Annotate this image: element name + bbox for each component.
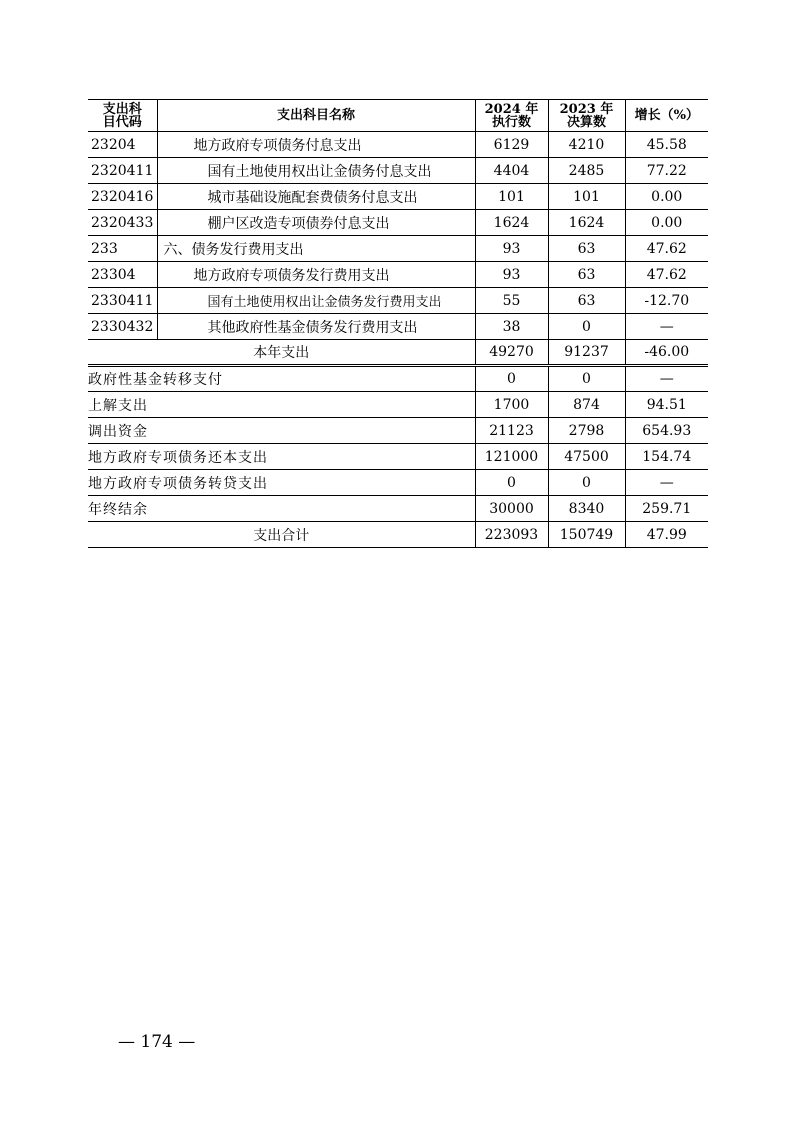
table-row [88, 444, 708, 470]
row-2024: 30000 [475, 496, 548, 522]
row-2024: 101 [475, 184, 548, 210]
table-row [88, 392, 708, 418]
row-name: 国有土地使用权出让金债务付息支出 [157, 158, 475, 184]
grand-total-growth: 47.99 [625, 522, 708, 548]
row-name: 地方政府专项债务还本支出 [88, 444, 475, 470]
row-code: 2320433 [88, 210, 157, 236]
row-name: 政府性基金转移支付 [88, 366, 475, 392]
table-row [88, 158, 708, 184]
year-total-2024: 49270 [475, 340, 548, 366]
row-name: 上解支出 [88, 392, 475, 418]
row-growth: 47.62 [625, 236, 708, 262]
row-name: 地方政府专项债务发行费用支出 [157, 262, 475, 288]
year-total-2023: 91237 [548, 340, 625, 366]
expenditure-table [88, 99, 708, 548]
row-name: 棚户区改造专项债券付息支出 [157, 210, 475, 236]
row-2023: 874 [548, 392, 625, 418]
table-row [88, 496, 708, 522]
row-growth: 77.22 [625, 158, 708, 184]
grand-total-2023: 150749 [548, 522, 625, 548]
header-2023: 2023 年 决算数 [548, 100, 625, 132]
table-row [88, 470, 708, 496]
row-2024: 6129 [475, 132, 548, 158]
row-2024: 21123 [475, 418, 548, 444]
row-2024: 1700 [475, 392, 548, 418]
row-2024: 1624 [475, 210, 548, 236]
row-growth: -12.70 [625, 288, 708, 314]
table-row [88, 418, 708, 444]
row-growth: 47.62 [625, 262, 708, 288]
row-name: 地方政府专项债务付息支出 [157, 132, 475, 158]
row-2024: 38 [475, 314, 548, 340]
row-growth: 45.58 [625, 132, 708, 158]
row-2024: 93 [475, 262, 548, 288]
page-number: — 174 — [118, 1032, 196, 1052]
table-row [88, 288, 708, 314]
row-name: 其他政府性基金债务发行费用支出 [157, 314, 475, 340]
row-growth: 654.93 [625, 418, 708, 444]
row-2024: 121000 [475, 444, 548, 470]
row-2023: 63 [548, 288, 625, 314]
row-code: 2320411 [88, 158, 157, 184]
row-2024: 0 [475, 470, 548, 496]
row-growth: — [625, 314, 708, 340]
table-row [88, 314, 708, 340]
header-growth: 增长（%） [625, 100, 708, 132]
row-2023: 1624 [548, 210, 625, 236]
row-growth: 0.00 [625, 184, 708, 210]
row-name: 年终结余 [88, 496, 475, 522]
row-growth: 0.00 [625, 210, 708, 236]
table-row [88, 236, 708, 262]
row-2024: 0 [475, 366, 548, 392]
row-2023: 0 [548, 470, 625, 496]
grand-total-row [88, 522, 708, 548]
row-2023: 2485 [548, 158, 625, 184]
row-name: 城市基础设施配套费债务付息支出 [157, 184, 475, 210]
header-2024: 2024 年 执行数 [475, 100, 548, 132]
row-2024: 93 [475, 236, 548, 262]
row-2023: 0 [548, 366, 625, 392]
row-growth: — [625, 366, 708, 392]
row-2023: 101 [548, 184, 625, 210]
row-code: 2330432 [88, 314, 157, 340]
row-name: 六、债务发行费用支出 [157, 236, 475, 262]
row-growth: 154.74 [625, 444, 708, 470]
table-row [88, 366, 708, 392]
row-code: 2320416 [88, 184, 157, 210]
row-name: 国有土地使用权出让金债务发行费用支出 [157, 288, 475, 314]
grand-total-2024: 223093 [475, 522, 548, 548]
row-growth: 259.71 [625, 496, 708, 522]
table-row [88, 184, 708, 210]
header-name: 支出科目名称 [157, 100, 475, 132]
row-name: 调出资金 [88, 418, 475, 444]
row-code: 2330411 [88, 288, 157, 314]
table-row [88, 262, 708, 288]
row-2023: 8340 [548, 496, 625, 522]
header-code: 支出科 目代码 [88, 100, 157, 132]
table-row [88, 210, 708, 236]
row-2023: 47500 [548, 444, 625, 470]
row-growth: — [625, 470, 708, 496]
row-2023: 63 [548, 236, 625, 262]
row-name: 地方政府专项债务转贷支出 [88, 470, 475, 496]
year-total-row [88, 340, 708, 366]
row-2023: 2798 [548, 418, 625, 444]
year-total-growth: -46.00 [625, 340, 708, 366]
row-2024: 4404 [475, 158, 548, 184]
table-header-row [88, 100, 708, 132]
row-2024: 55 [475, 288, 548, 314]
grand-total-label: 支出合计 [88, 522, 475, 548]
row-2023: 4210 [548, 132, 625, 158]
row-code: 23304 [88, 262, 157, 288]
row-2023: 63 [548, 262, 625, 288]
year-total-label: 本年支出 [88, 340, 475, 366]
table-row [88, 132, 708, 158]
row-code: 23204 [88, 132, 157, 158]
row-code: 233 [88, 236, 157, 262]
row-growth: 94.51 [625, 392, 708, 418]
row-2023: 0 [548, 314, 625, 340]
